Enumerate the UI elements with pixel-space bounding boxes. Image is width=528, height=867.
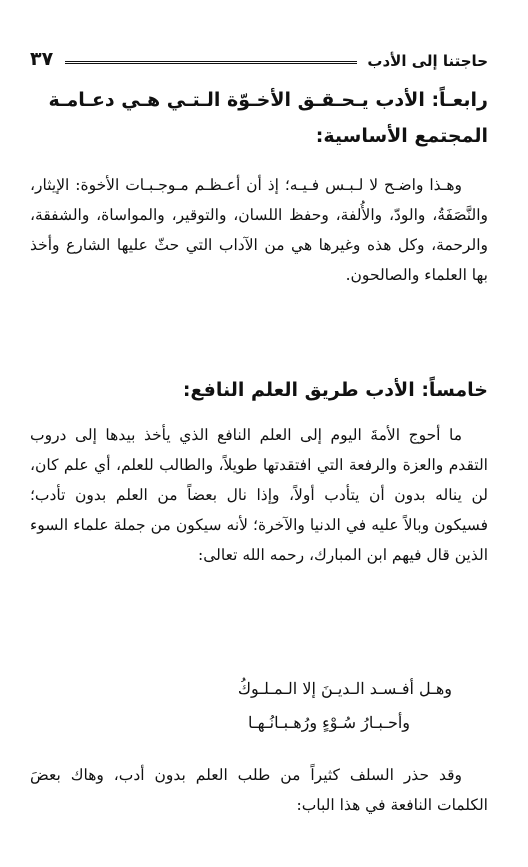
section-4-paragraph: وهـذا واضـح لا لـبـس فـيـه؛ إذ أن أعـظـم مـوجـبـات الأخوة: الإيثار، والنَّصَفَةُ، والودّ، والأُلفة، وحفظ اللسان، والتوقير، والمواساة، والشفقة، والرحمة، وكل هذه وغيرها هي من الآداب التي حثّ عليها الشارع وأخذ بها العلماء والصالحون. [30, 176, 488, 284]
verse-line-1: وهـل أفـسـد الـديـنَ إلا الـمـلـوكُ [237, 679, 452, 698]
page-number: ٣٧ [30, 48, 54, 70]
running-header [30, 40, 488, 70]
verse-line-2: وأحـبـارُ سُـوْءٍ ورُهـبـانُـهـا [248, 713, 410, 732]
closing-paragraph: وقد حذر السلف كثيراً من طلب العلم بدون أدب، وهاك بعضَ الكلمات النافعة في هذا الباب: [30, 766, 488, 814]
running-title: حاجتنا إلى الأدب [367, 52, 488, 70]
poem-verse [30, 672, 488, 740]
header-rule [65, 61, 357, 64]
section-heading-4: رابعـاً: الأدب يـحـقـق الأخـوّة الـتـي هـي دعـامـة المجتمع الأساسية: [48, 89, 488, 147]
book-page [30, 0, 488, 867]
section-5-paragraph: ما أحوج الأمةَ اليوم إلى العلم النافع الذي يأخذ بيدها إلى دروب التقدم والعزة والرفعة التي افتقدتها طويلاً، والطالب للعلم، أي علم كان، لن يناله بدون أن يتأدب أولاً، وإذا نال بعضاً من العلم بدون تأدب؛ فسيكون وبالاً عليه في الدنيا والآخرة؛ لأنه سيكون من جملة علماء السوء الذين قال فيهم ابن المبارك، رحمه الله تعالى: [30, 426, 488, 564]
section-heading-5: خامساً: الأدب طريق العلم النافع: [182, 379, 488, 401]
